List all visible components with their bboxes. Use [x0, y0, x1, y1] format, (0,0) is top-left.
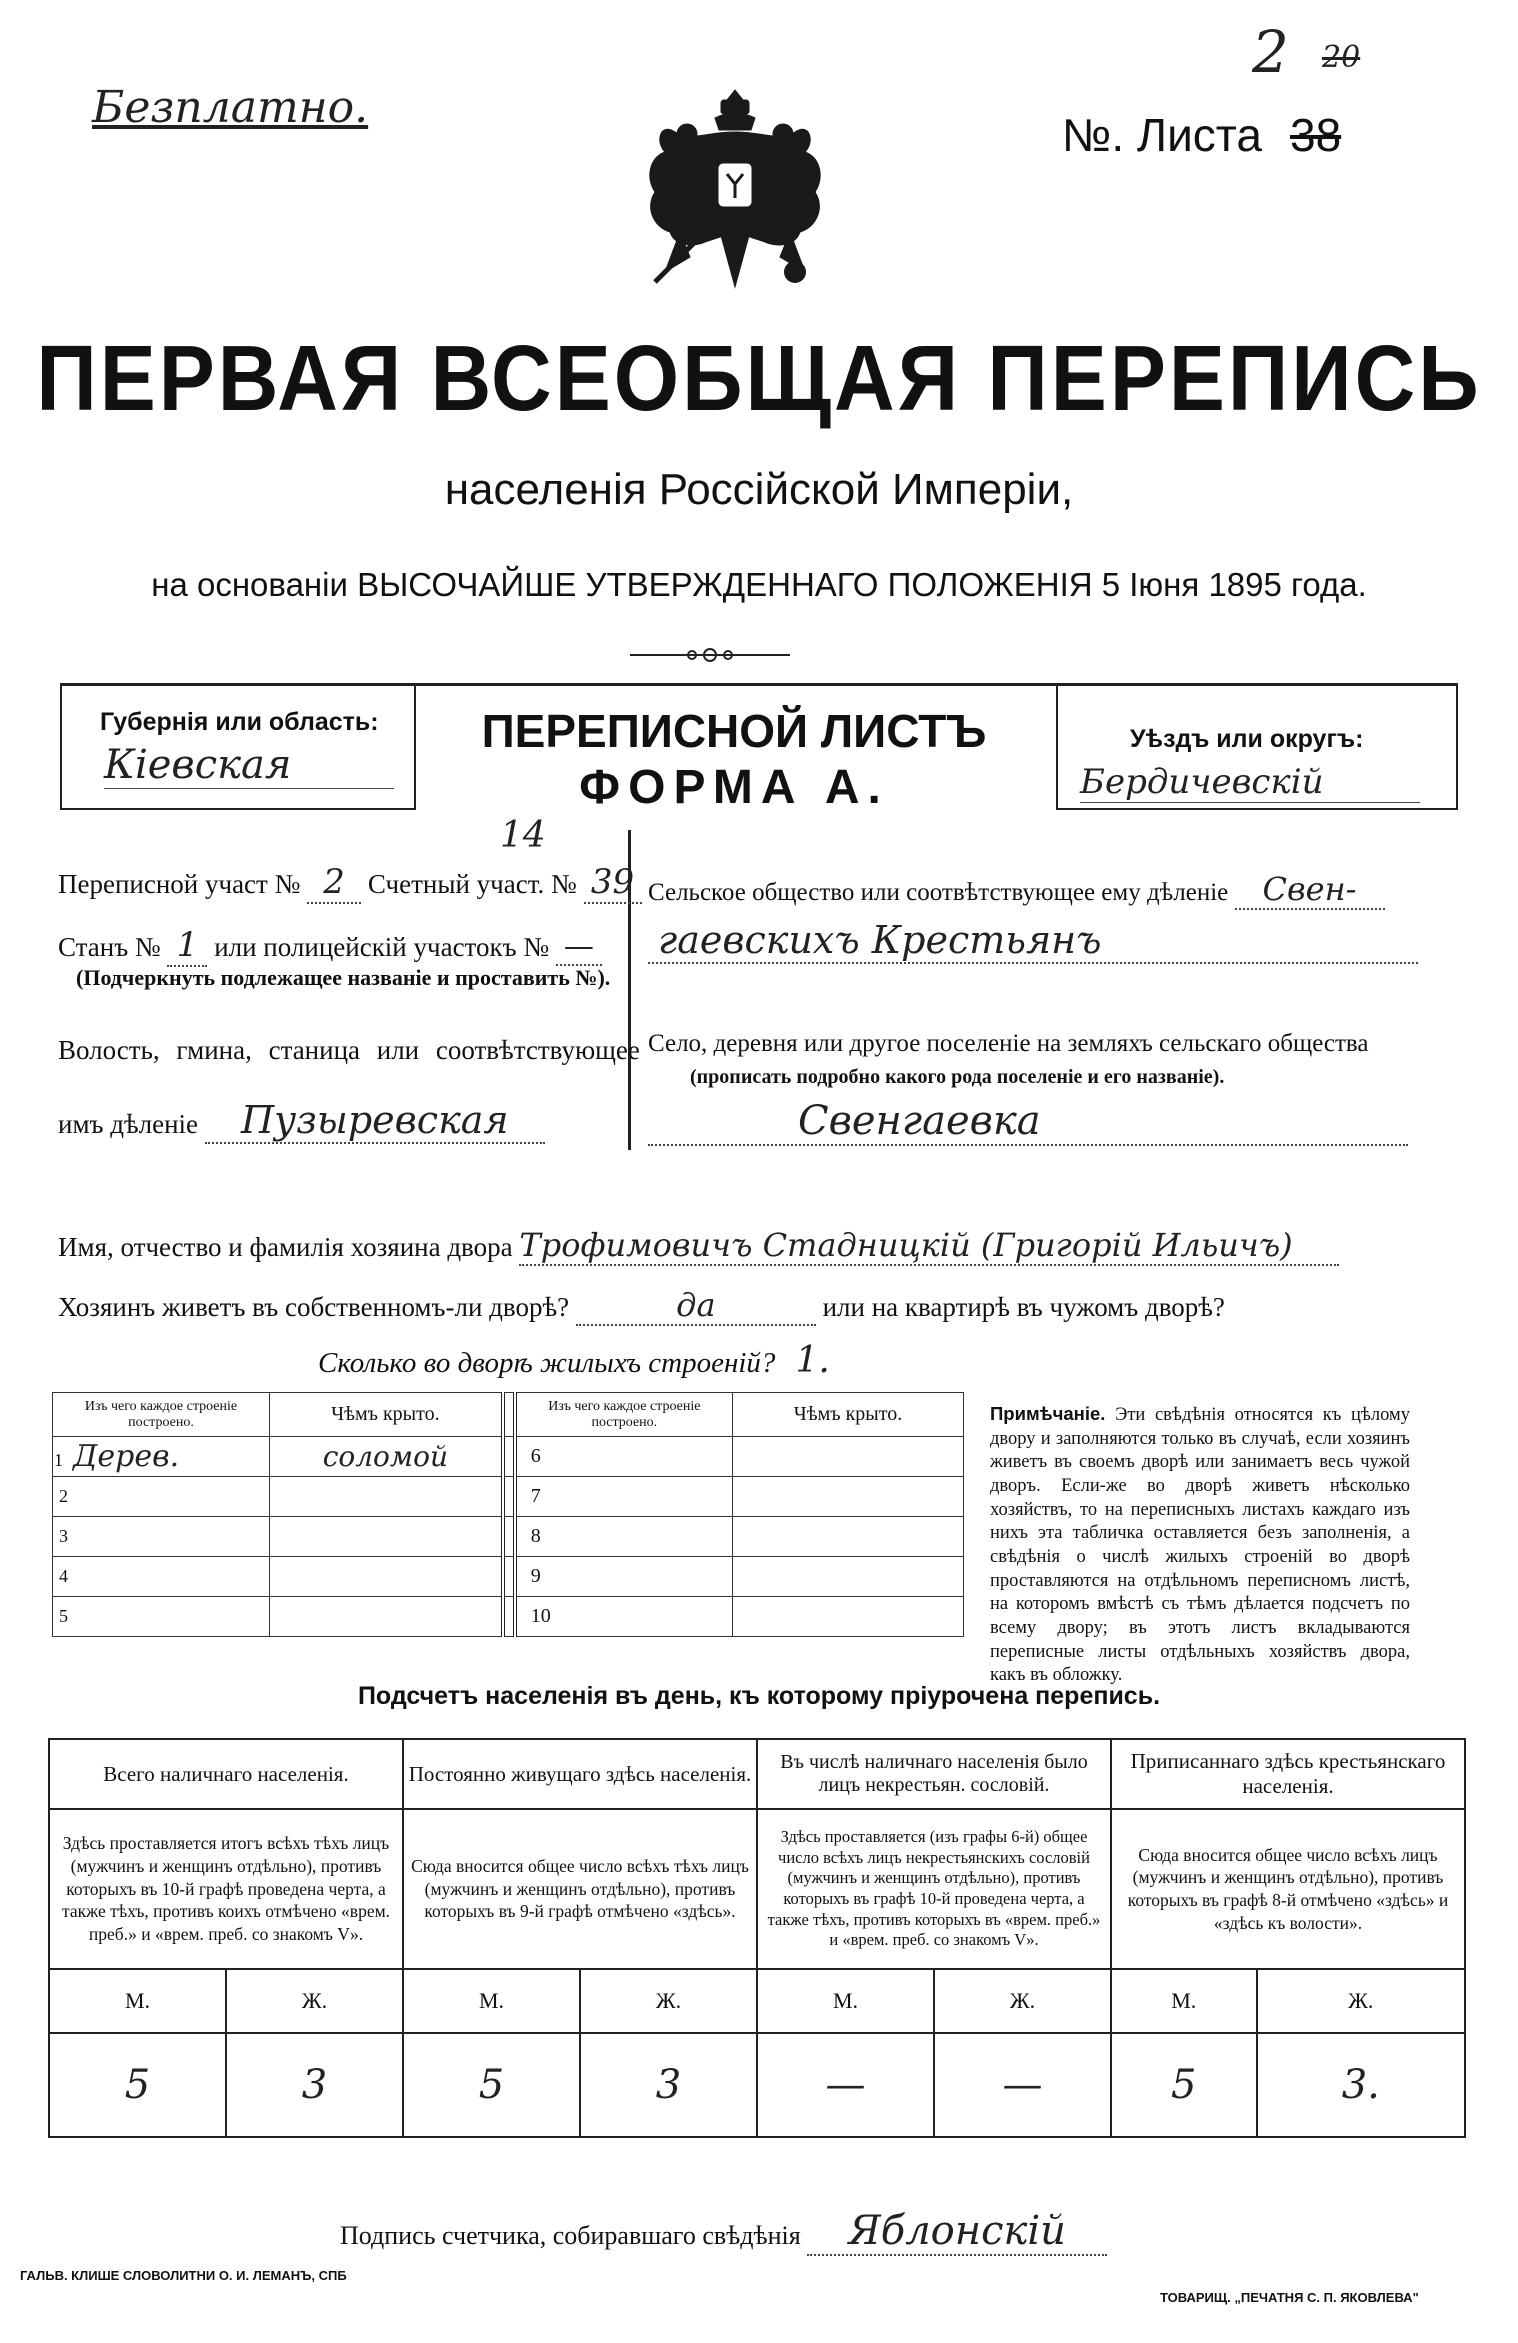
signature-value[interactable]: Яблонскій [807, 2208, 1107, 2256]
count-title: Подсчетъ населенія въ день, къ которому пріурочена перепись. [357, 1682, 1161, 1710]
village-label: Село, деревня или другое поселеніе на земляхъ сельскаго общества [648, 1030, 1369, 1057]
society-value-1[interactable]: Свен- [1235, 870, 1385, 910]
male-header: М. [1111, 1969, 1257, 2033]
material-header-right: Изъ чего каждое строеніе построено. [515, 1393, 733, 1437]
male-header: М. [757, 1969, 934, 2033]
table-row [53, 1517, 964, 1557]
police-value[interactable]: — [556, 929, 602, 966]
volost-label: Волость, гмина, станица или соотвѣтствующее [58, 1035, 640, 1065]
stan-row [58, 925, 602, 967]
stan-value[interactable]: 1 [167, 925, 207, 967]
building-number-cell[interactable]: 9 [515, 1557, 733, 1597]
society-label: Сельское общество или соотвѣтствующее ему дѣленіе [648, 879, 1229, 906]
male-header: М. [49, 1969, 226, 2033]
count-col-desc: Сюда вносится общее число всѣхъ лицъ (мужчинъ и женщинъ отдѣльно), противъ которыхъ въ графѣ 8-й отмѣчено «здѣсь» и «здѣсь къ волости». [1111, 1809, 1465, 1969]
village-note: (прописать подробно какого рода поселеніе и его названіе). [690, 1066, 1225, 1088]
district-value[interactable]: Бердичевскій [1080, 762, 1420, 803]
male-count-cell[interactable]: 5 [403, 2033, 580, 2137]
stan-label: Станъ № [58, 932, 161, 962]
male-count-cell[interactable]: 5 [49, 2033, 226, 2137]
roof-header-right: Чѣмъ крыто. [732, 1393, 963, 1437]
female-count-cell[interactable]: 3 [226, 2033, 403, 2137]
owner-name-row [58, 1226, 1339, 1266]
count-col-desc: Здѣсь проставляется итогъ всѣхъ тѣхъ лицъ (мужчинъ и женщинъ отдѣльно), противъ которыхъ въ 10-й графѣ проведена черта, а также тѣхъ, противъ коихъ отмѣчено «врем. преб.» и «врем. преб. со знакомъ V». [49, 1809, 403, 1969]
buildings-label: Сколько во дворѣ жилыхъ строеній? [318, 1347, 776, 1379]
female-count-cell[interactable]: 3 [580, 2033, 757, 2137]
table-row [53, 1597, 964, 1637]
buildings-row [318, 1340, 843, 1381]
owner-name-label: Имя, отчество и фамилія хозяина двора [58, 1232, 513, 1262]
female-count-cell[interactable]: — [934, 2033, 1111, 2137]
volost-value[interactable]: Пузыревская [205, 1098, 545, 1144]
table-row [53, 1557, 964, 1597]
count-col-head: Приписаннаго здѣсь крестьянскаго населенія. [1111, 1739, 1465, 1809]
roof-cell[interactable]: соломой [269, 1437, 502, 1477]
census-section-label: Переписной участ № [58, 869, 301, 899]
count-col-desc: Сюда вносится общее число всѣхъ тѣхъ лицъ (мужчинъ и женщинъ отдѣльно), противъ которыхъ въ 9-й графѣ отмѣчено «здѣсь». [403, 1809, 757, 1969]
building-number-cell[interactable]: 5 [53, 1597, 270, 1637]
owner-lives-label: Хозяинъ живетъ въ собственномъ-ли дворѣ? [58, 1292, 570, 1322]
male-header: М. [403, 1969, 580, 2033]
main-title: ПЕРВАЯ ВСЕОБЩАЯ ПЕРЕПИСЬ [36, 326, 1482, 430]
census-section-row [58, 862, 642, 904]
male-count-cell[interactable]: — [757, 2033, 934, 2137]
roof-header: Чѣмъ крыто. [269, 1393, 502, 1437]
sheet-number-new: 2 [1252, 18, 1289, 86]
remark-text: Эти свѣдѣнія относятся къ цѣлому двору и заполняются только въ случаѣ, если хозяинъ живетъ въ своемъ дворѣ или занимаетъ весь чужой дворъ. Если-же во дворѣ живетъ нѣсколько хозяйствъ, то на переписныхъ листахъ каждаго изъ нихъ эта табличка оставляется безъ заполненія, а свѣдѣнія о числѣ жилыхъ строеній во дворѣ проставляются на отдѣльномъ переписномъ листѣ, на которомъ вмѣстѣ съ тѣмъ дѣлается подсчетъ по всему двору; въ этотъ листъ вкладываются переписные листы отдѣльныхъ хозяйствъ двора, какъ въ обложку. [990, 1405, 1410, 1686]
female-header: Ж. [226, 1969, 403, 2033]
count-col-head: Всего наличнаго населенія. [49, 1739, 403, 1809]
material-cell: Дерев. [73, 1439, 180, 1474]
count-section-label: Счетный участ. № [367, 869, 577, 899]
form-type: ФОРМА А. [579, 761, 889, 814]
ornament-divider [630, 646, 790, 664]
remark-title: Примѣчаніе. [990, 1403, 1106, 1424]
society-row [648, 870, 1385, 910]
owner-lives-row [58, 1286, 1225, 1326]
village-value[interactable]: Свенгаевка [648, 1098, 1408, 1146]
footer-left: ГАЛЬВ. КЛИШЕ СЛОВОЛИТНИ О. И. ЛЕМАНЪ, СПБ [20, 2268, 347, 2283]
female-header: Ж. [580, 1969, 757, 2033]
free-label: Безплатно. [92, 82, 369, 133]
remark-block [990, 1402, 1410, 1688]
building-number-cell[interactable]: 10 [515, 1597, 733, 1637]
basis-line: на основаніи ВЫСОЧАЙШЕ УТВЕРЖДЕННАГО ПОЛОЖЕНІЯ 5 Іюня 1895 года. [151, 566, 1367, 603]
volost-row [58, 1098, 545, 1144]
signature-row [340, 2208, 1107, 2256]
count-section-value[interactable]: 39 [584, 862, 642, 904]
owner-lives-value[interactable]: да [576, 1286, 816, 1326]
signature-label: Подпись счетчика, собиравшаго свѣдѣнія [340, 2221, 801, 2250]
population-count-table [48, 1738, 1466, 2138]
count-col-head: Постоянно живущаго здѣсь населенія. [403, 1739, 757, 1809]
building-number-cell[interactable]: 2 [53, 1477, 270, 1517]
table-row [53, 1477, 964, 1517]
material-header: Изъ чего каждое строеніе построено. [53, 1393, 270, 1437]
volost-label-2: имъ дѣленіе [58, 1109, 199, 1139]
building-number-cell[interactable]: 4 [53, 1557, 270, 1597]
subtitle: населенія Россійской Имперіи, [444, 465, 1074, 514]
owner-rent-label: или на квартирѣ въ чужомъ дворѣ? [822, 1292, 1225, 1322]
census-section-value[interactable]: 2 [307, 862, 361, 904]
sheet-number-small: 20 [1322, 40, 1361, 75]
buildings-table [52, 1392, 964, 1637]
male-count-cell[interactable]: 5 [1111, 2033, 1257, 2137]
society-value-2[interactable]: гаевскихъ Крестьянъ [648, 918, 1418, 964]
building-number-cell[interactable]: 7 [515, 1477, 733, 1517]
female-header: Ж. [934, 1969, 1111, 2033]
female-count-cell[interactable]: 3. [1257, 2033, 1465, 2137]
coat-of-arms-icon [635, 82, 835, 307]
police-label: или полицейскій участокъ № [214, 932, 550, 962]
sheet-number-struck: 38 [1290, 109, 1342, 161]
count-section-extra: 14 [500, 815, 546, 856]
owner-name-value[interactable]: Трофимовичъ Стадницкій (Григорій Ильичъ) [519, 1226, 1339, 1266]
stan-note: (Подчеркнуть подлежащее названіе и проставить №). [76, 965, 611, 990]
female-header: Ж. [1257, 1969, 1465, 2033]
form-name: ПЕРЕПИСНОЙ ЛИСТЪ [481, 705, 987, 757]
building-number-cell[interactable]: 6 [515, 1437, 733, 1477]
count-col-head: Въ числѣ наличнаго населенія было лицъ некрестьян. сословій. [757, 1739, 1111, 1809]
footer-right: ТОВАРИЩ. „ПЕЧАТНЯ С. П. ЯКОВЛЕВА" [1160, 2290, 1419, 2305]
count-col-desc: Здѣсь проставляется (изъ графы 6-й) общее число всѣхъ лицъ некрестьянскихъ сословій (мужчинъ и женщинъ отдѣльно), противъ которыхъ въ графѣ 10-й проведена черта, а также тѣхъ, противъ которыхъ въ «врем. преб.» и «врем. преб. со знакомъ V». [757, 1809, 1111, 1969]
buildings-value[interactable]: 1. [795, 1340, 830, 1381]
district-label: Уѣздъ или округъ: [1130, 725, 1364, 753]
province-label: Губернія или область: [100, 708, 379, 736]
building-number-cell[interactable]: 8 [515, 1517, 733, 1557]
table-row: 1 Дерев. соломой 6 [53, 1437, 964, 1477]
building-number-cell[interactable]: 3 [53, 1517, 270, 1557]
sheet-number-label: №. Листа [1062, 109, 1262, 161]
province-value[interactable]: Кіевская [104, 742, 394, 789]
